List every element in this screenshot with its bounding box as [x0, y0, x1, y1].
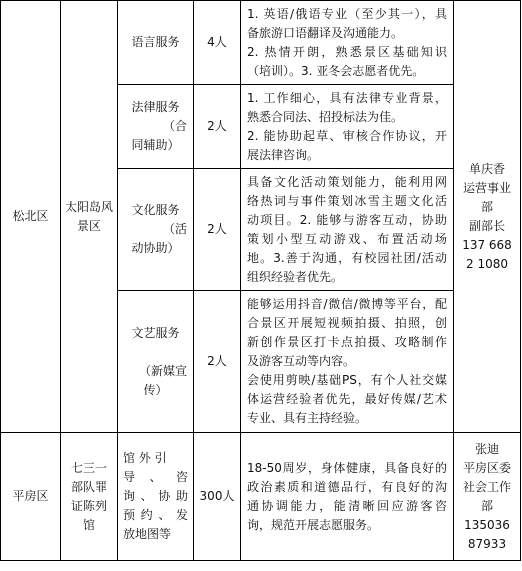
headcount: 2人: [207, 222, 227, 236]
district-name: 平房区: [12, 489, 49, 503]
contact-line: 单庆香: [468, 161, 505, 176]
service-name: 文艺服务: [131, 325, 180, 340]
requirement-line: 新创作景区打卡点拍摄、攻略制作: [247, 335, 447, 349]
requirement-line: 2. 热情开朗，熟悉景区基础知识: [247, 44, 447, 59]
requirement-line: 询，规范开展志愿服务。: [247, 517, 380, 532]
count-cell: [194, 433, 241, 561]
requirement-line: 组织经验者优先。: [247, 269, 344, 284]
service-name: 询 、 协 助: [123, 489, 188, 503]
requirement-line: 通协调能力，能清晰回应游客咨: [247, 498, 447, 513]
service-cell: [118, 1, 194, 85]
requirement-line: 备旅游口语翻译及沟通能力。: [247, 25, 404, 40]
contact-line: 137 668: [462, 237, 512, 252]
requirement-line: 地。3.善于沟通，有校园社团/活动: [247, 250, 447, 265]
contact-cell: [454, 433, 521, 561]
requirement-line: 18-50周岁，身体健康，具备良好的: [247, 460, 447, 475]
service-name: （活: [162, 222, 187, 236]
requirements-cell: [241, 169, 454, 291]
contact-line: 副部长: [468, 218, 505, 233]
venue-name: 证陈列: [70, 498, 107, 513]
count-cell: [194, 85, 241, 169]
venue-name: 七三一: [70, 460, 107, 475]
venue-cell: [61, 1, 118, 433]
service-name: 法律服务: [131, 100, 180, 114]
service-name: 文化服务: [131, 203, 180, 217]
service-name: （合: [162, 119, 187, 133]
venue-cell: [61, 433, 118, 561]
headcount: 300人: [199, 489, 235, 503]
contact-line: 平房区委: [462, 460, 511, 475]
service-name: 动协助）: [131, 241, 180, 255]
requirement-line: 动项目。2. 能够与游客互动，协助: [247, 212, 447, 227]
district-name: 松北区: [12, 209, 49, 223]
count-cell: [194, 169, 241, 291]
requirement-line: 体运营经验者优先，最好传媒/艺术: [247, 392, 447, 406]
requirement-line: 1. 工作细心，具有法律专业背景，: [247, 90, 447, 105]
requirement-line: 策划小型互动游戏、布置活动场: [247, 231, 447, 246]
requirement-line: 1. 英语/俄语专业（至少其一），具: [247, 6, 447, 21]
contact-line: 张迪: [474, 441, 499, 456]
requirement-line: 及游客互动等内容。: [247, 354, 356, 368]
contact-line: 运营事业: [462, 180, 511, 195]
service-name: （新媒宣: [138, 363, 187, 378]
requirement-line: 专业、具有主持经验。: [247, 411, 368, 425]
service-cell: [118, 169, 194, 291]
service-cell: [118, 85, 194, 169]
service-name: 放地图等: [123, 527, 172, 541]
venue-name: 太阳岛风景区: [65, 199, 114, 233]
requirement-line: 熟悉合同法、招投标法为佳。: [247, 109, 404, 124]
contact-line: 87933: [467, 536, 507, 551]
venue-name: 部队罪: [70, 479, 107, 494]
headcount: 4人: [207, 35, 227, 49]
service-name: 同辅助）: [131, 138, 180, 152]
district-cell: [1, 433, 61, 561]
count-cell: [194, 1, 241, 85]
contact-line: 2 1080: [466, 256, 508, 271]
table-row: [1, 1, 521, 85]
service-name: 传）: [143, 382, 168, 397]
count-cell: [194, 291, 241, 433]
service-name: 语言服务: [131, 35, 180, 49]
requirement-line: 合景区开展短视频拍摄、拍照，创: [247, 316, 447, 330]
contact-cell: [454, 1, 521, 433]
service-name: 预 约 、 发: [123, 508, 188, 522]
service-name: 导 、 咨: [123, 470, 188, 484]
contact-line: 社会工作: [462, 479, 511, 494]
contact-line: 135036: [464, 517, 510, 532]
requirement-line: （培训）。3. 亚冬会志愿者优先。: [247, 63, 425, 78]
requirements-cell: [241, 1, 454, 85]
headcount: 2人: [207, 354, 227, 368]
service-cell: [118, 433, 194, 561]
contact-line: 部: [480, 199, 493, 214]
requirement-line: 会使用剪映/基础PS，有个人社交媒: [247, 373, 447, 387]
table-row: [1, 433, 521, 561]
requirements-cell: [241, 433, 454, 561]
requirement-line: 具备文化活动策划能力，能利用网: [247, 174, 447, 189]
contact-line: 部: [480, 498, 493, 513]
requirement-line: 展法律咨询。: [247, 147, 320, 162]
requirement-line: 络热词与事件策划冰雪主题文化活: [247, 193, 447, 208]
district-cell: [1, 1, 61, 433]
requirements-cell: [241, 85, 454, 169]
venue-name: 馆: [82, 517, 95, 532]
service-cell: [118, 291, 194, 433]
requirement-line: 能够运用抖音/微信/微博等平台，配: [247, 297, 447, 311]
requirement-line: 政治素质和道德品行，有良好的沟: [247, 479, 447, 494]
requirements-cell: [241, 291, 454, 433]
requirement-line: 2. 能协助起草、审核合作协议，开: [247, 128, 447, 143]
headcount: 2人: [207, 119, 227, 133]
service-name: 馆 外 引: [123, 451, 167, 465]
